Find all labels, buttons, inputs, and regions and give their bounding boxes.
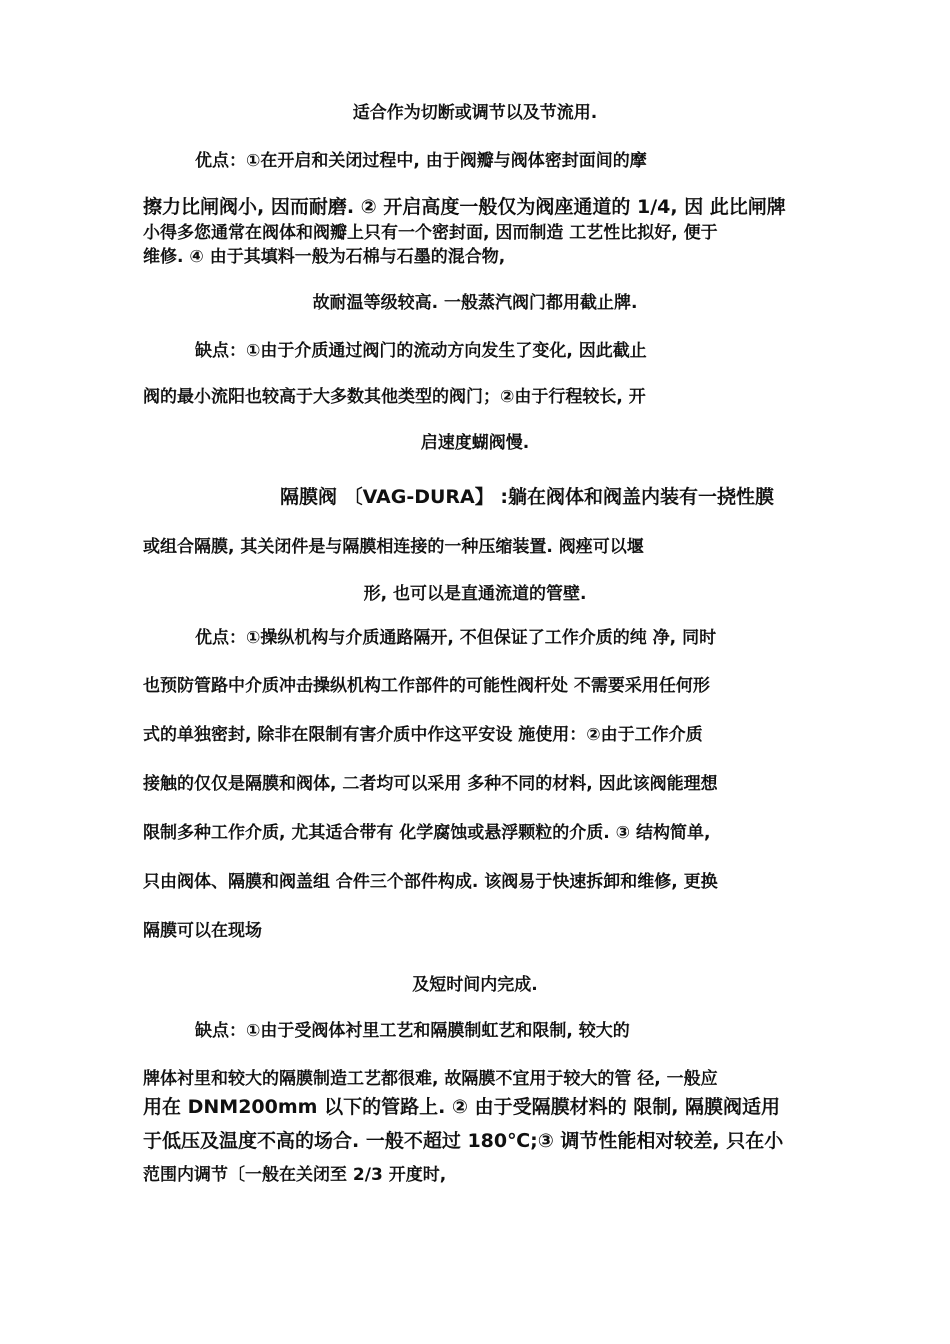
text-line: 形, 也可以是直通流道的管壁. (363, 584, 587, 604)
text-line: 或组合隔膜, 其关闭件是与隔膜相连接的一种压缩装置. 阀痤可以堰 (143, 537, 644, 557)
text-line: 适合作为切断或调节以及节流用. (352, 103, 598, 123)
text-line: 限制多种工作介质, 尤其适合带有 化学腐蚀或悬浮颗粒的介质. ③ 结构简单, (143, 823, 711, 843)
text-line: 缺点：①由于介质通过阀门的流动方向发生了变化, 因此截止 (195, 341, 647, 361)
text-line: 式的单独密封, 除非在限制有害介质中作这平安设 施使用：②由于工作介质 (143, 725, 703, 745)
text-line: 缺点：①由于受阀体衬里工艺和隔膜制虹艺和限制, 较大的 (195, 1021, 630, 1041)
text-line: 牌体衬里和较大的隔膜制造工艺都很难, 故隔膜不宜用于较大的管 径, 一般应 (143, 1069, 718, 1089)
text-line: 隔膜可以在现场 (143, 921, 262, 941)
text-line: 启速度蝴阀慢. (420, 433, 530, 453)
text-line: 小得多您通常在阀体和阀瓣上只有一个密封面, 因而制造 工艺性比拟好, 便于 (143, 223, 718, 243)
text-line: 也预防管路中介质冲击操纵机构工作部件的可能性阀杆处 不需要采用任何形 (143, 676, 710, 696)
text-line: 优点：①在开启和关闭过程中, 由于阀瓣与阀体密封面间的摩 (195, 151, 647, 171)
text-line: 于低压及温度不高的场合. 一般不超过 180℃;③ 调节性能相对较差, 只在小 (143, 1130, 784, 1152)
text-line: 优点：①操纵机构与介质通路隔开, 不但保证了工作介质的纯 净, 同时 (195, 628, 717, 648)
text-line: 故耐温等级较高. 一般蒸汽阀门都用截止牌. (312, 293, 638, 313)
text-line: 用在 DNM200mm 以下的管路上. ② 由于受隔膜材料的 限制, 隔膜阀适用 (143, 1096, 781, 1118)
text-line: 接触的仅仅是隔膜和阀体, 二者均可以采用 多种不同的材料, 因此该阀能理想 (143, 774, 718, 794)
text-line: 只由阀体、隔膜和阀盖组 合件三个部件构成. 该阀易于快速拆卸和维修, 更换 (143, 872, 718, 892)
text-line: 范围内调节〔一般在关闭至 2/3 开度时, (143, 1165, 447, 1185)
text-line: 隔膜阀 〔VAG-DURA】 :躺在阀体和阀盖内装有一挠性膜 (280, 486, 774, 508)
text-line: 擦力比闸阀小, 因而耐磨. ② 开启高度一般仅为阀座通道的 1/4, 因 此比闸牌 (143, 196, 786, 218)
text-line: 维修. ④ 由于其填料一般为石棉与石墨的混合物, (143, 247, 506, 267)
text-line: 及短时间内完成. (412, 975, 538, 995)
text-line: 阀的最小流阳也较高于大多数其他类型的阀门；②由于行程较长, 开 (143, 387, 646, 407)
